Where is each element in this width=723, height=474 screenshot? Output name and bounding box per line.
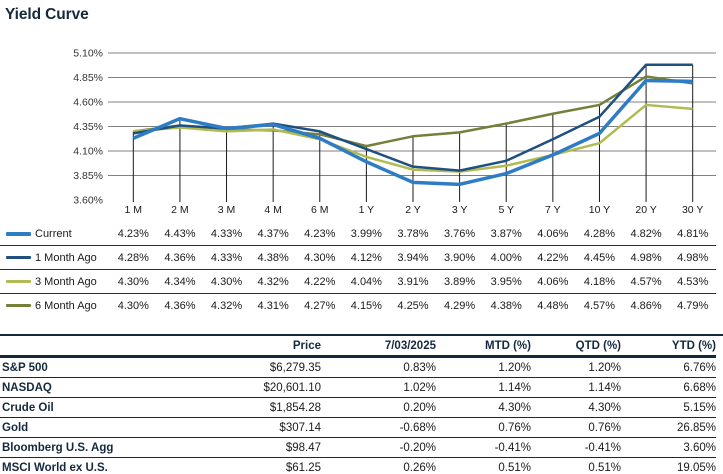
series-value: 4.00% — [490, 251, 522, 264]
series-value: 4.18% — [583, 275, 616, 288]
market-row-value: 0.83% — [403, 361, 436, 374]
series-value: 4.23% — [117, 227, 149, 240]
market-row-msci-world-ex-u-s- — [0, 457, 716, 474]
yield-curve-chart — [0, 38, 723, 204]
series-value: 4.38% — [490, 299, 522, 312]
market-row-value: -0.41% — [494, 441, 531, 454]
legend-line-swatch — [6, 232, 31, 236]
market-row-value: 0.51% — [498, 461, 531, 474]
market-row-value: 0.51% — [588, 461, 621, 474]
market-row-crude-oil — [0, 397, 716, 417]
series-value: 4.22% — [304, 275, 336, 288]
series-value: 4.28% — [583, 227, 616, 240]
market-row-value: 0.76% — [588, 421, 621, 434]
y-axis-label: 4.10% — [73, 145, 103, 158]
market-row-value: 1.02% — [403, 381, 436, 394]
market-row-label: Bloomberg U.S. Agg — [2, 441, 114, 454]
legend-series-name: Current — [35, 227, 72, 240]
series-value: 3.89% — [444, 275, 476, 288]
x-axis-label: 2 Y — [405, 204, 421, 216]
market-row-value: -0.68% — [399, 421, 436, 434]
series-value: 4.98% — [630, 251, 662, 264]
series-value: 3.90% — [444, 251, 476, 264]
legend-row-3-month-ago — [0, 269, 716, 293]
market-row-gold — [0, 417, 716, 437]
x-axis-label: 5 Y — [498, 204, 515, 216]
y-axis-label: 4.60% — [73, 96, 103, 109]
market-row-value: $307.14 — [279, 421, 321, 434]
legend-series-name: 1 Month Ago — [35, 251, 97, 264]
series-value: 4.29% — [444, 299, 476, 312]
series-value: 4.57% — [630, 275, 662, 288]
x-axis-label: 2 M — [171, 204, 189, 216]
y-axis-label: 4.35% — [73, 121, 103, 133]
legend-series-name: 3 Month Ago — [35, 275, 97, 288]
series-value: 3.99% — [350, 227, 382, 240]
market-row-label: Gold — [2, 421, 29, 434]
series-value: 4.30% — [210, 275, 243, 288]
series-value: 4.30% — [117, 299, 149, 312]
x-axis-label: 3 Y — [451, 204, 468, 216]
series-value: 4.36% — [164, 299, 196, 312]
market-row-value: 4.30% — [498, 401, 531, 414]
series-value: 3.94% — [397, 251, 429, 264]
series-value: 4.31% — [257, 299, 289, 312]
x-axis-label: 30 Y — [681, 204, 704, 216]
market-table-header: YTD (%) — [671, 339, 716, 352]
series-value: 4.15% — [350, 299, 382, 312]
market-row-value: 1.14% — [498, 381, 531, 394]
market-row-label: NASDAQ — [2, 381, 52, 394]
legend-row-current — [0, 222, 716, 245]
x-axis-label: 6 M — [311, 204, 329, 216]
market-row-bloomberg-u-s-agg — [0, 437, 716, 457]
market-row-nasdaq — [0, 377, 716, 397]
series-value: 4.81% — [677, 227, 709, 240]
x-axis-labels-row — [0, 201, 716, 219]
market-table-header: MTD (%) — [485, 339, 531, 352]
y-axis-label: 5.10% — [73, 47, 103, 60]
market-row-value: 4.30% — [588, 401, 621, 414]
market-row-value: 6.76% — [683, 361, 716, 374]
market-row-value: 1.20% — [588, 361, 621, 374]
legend-series-name: 6 Month Ago — [35, 299, 97, 312]
series-value: 3.87% — [490, 227, 522, 240]
series-value: 3.91% — [397, 275, 429, 288]
market-table-header: Price — [292, 339, 321, 352]
series-value: 4.33% — [210, 227, 243, 240]
x-axis-label: 7 Y — [545, 204, 561, 216]
market-table-header: 7/03/2025 — [384, 339, 436, 352]
series-value: 4.33% — [210, 251, 243, 264]
market-row-value: 19.05% — [676, 461, 716, 474]
market-row-value: 0.76% — [498, 421, 531, 434]
market-row-value: 1.14% — [588, 381, 621, 394]
market-table-header: QTD (%) — [575, 339, 621, 352]
series-value: 4.79% — [677, 299, 709, 312]
series-value: 4.12% — [350, 251, 382, 264]
market-row-value: 3.60% — [683, 441, 716, 454]
series-value: 4.25% — [397, 299, 429, 312]
market-row-value: $1,854.28 — [269, 401, 321, 414]
market-row-value: 6.68% — [683, 381, 716, 394]
series-value: 4.36% — [164, 251, 196, 264]
series-value: 4.43% — [164, 227, 196, 240]
series-value: 4.32% — [257, 275, 289, 288]
series-value: 3.95% — [490, 275, 522, 288]
y-axis-label: 3.60% — [73, 194, 103, 204]
series-value: 4.98% — [677, 251, 709, 264]
chart-legend-table — [0, 222, 723, 317]
series-value: 3.78% — [397, 227, 429, 240]
market-row-value: 0.20% — [403, 401, 436, 414]
series-value: 4.30% — [304, 251, 336, 264]
series-value: 4.48% — [537, 299, 569, 312]
series-value: 4.04% — [350, 275, 382, 288]
legend-line-swatch — [6, 256, 31, 259]
legend-line-swatch — [6, 304, 31, 307]
market-row-value: $61.25 — [285, 461, 321, 474]
market-row-label: S&P 500 — [2, 361, 48, 374]
market-row-value: -0.41% — [584, 441, 621, 454]
series-value: 3.76% — [444, 227, 476, 240]
x-axis-label: 3 M — [217, 204, 236, 216]
series-value: 4.06% — [537, 227, 569, 240]
series-value: 4.86% — [630, 299, 662, 312]
series-value: 4.82% — [630, 227, 662, 240]
y-axis-label: 4.85% — [73, 72, 103, 84]
market-row-label: Crude Oil — [2, 401, 54, 414]
market-row-value: 5.15% — [683, 401, 716, 414]
market-row-value: 1.20% — [498, 361, 531, 374]
legend-line-swatch — [6, 280, 31, 283]
series-value: 4.23% — [304, 227, 336, 240]
legend-row-6-month-ago — [0, 293, 716, 317]
x-axis-label: 20 Y — [635, 204, 657, 216]
series-value: 4.38% — [257, 251, 289, 264]
market-table — [0, 334, 723, 474]
series-value: 4.32% — [210, 299, 243, 312]
market-table-header-row — [0, 336, 716, 357]
x-axis-label: 1 M — [124, 204, 143, 216]
series-value: 4.45% — [583, 251, 616, 264]
page-title: Yield Curve — [5, 6, 89, 23]
series-value: 4.27% — [304, 299, 336, 312]
series-value: 4.28% — [117, 251, 149, 264]
x-axis-label: 1 Y — [358, 204, 375, 216]
y-axis-label: 3.85% — [73, 170, 103, 182]
yield-curve-plot — [0, 38, 723, 204]
market-row-value: 26.85% — [676, 421, 716, 434]
series-value: 4.22% — [537, 251, 569, 264]
series-value: 4.53% — [677, 275, 709, 288]
legend-row-1-month-ago — [0, 245, 716, 269]
market-row-value: $6,279.35 — [269, 361, 321, 374]
market-row-value: 0.26% — [403, 461, 436, 474]
x-axis-label: 4 M — [264, 204, 282, 216]
series-value: 4.30% — [117, 275, 149, 288]
series-value: 4.37% — [257, 227, 289, 240]
series-value: 4.57% — [583, 299, 616, 312]
market-row-value: -0.20% — [399, 441, 436, 454]
series-value: 4.06% — [537, 275, 569, 288]
market-row-label: MSCI World ex U.S. — [2, 461, 108, 474]
series-value: 4.34% — [164, 275, 196, 288]
market-row-value: $98.47 — [285, 441, 321, 454]
market-row-s-p-500 — [0, 357, 716, 377]
x-axis-label: 10 Y — [588, 204, 611, 216]
market-row-value: $20,601.10 — [263, 381, 321, 394]
